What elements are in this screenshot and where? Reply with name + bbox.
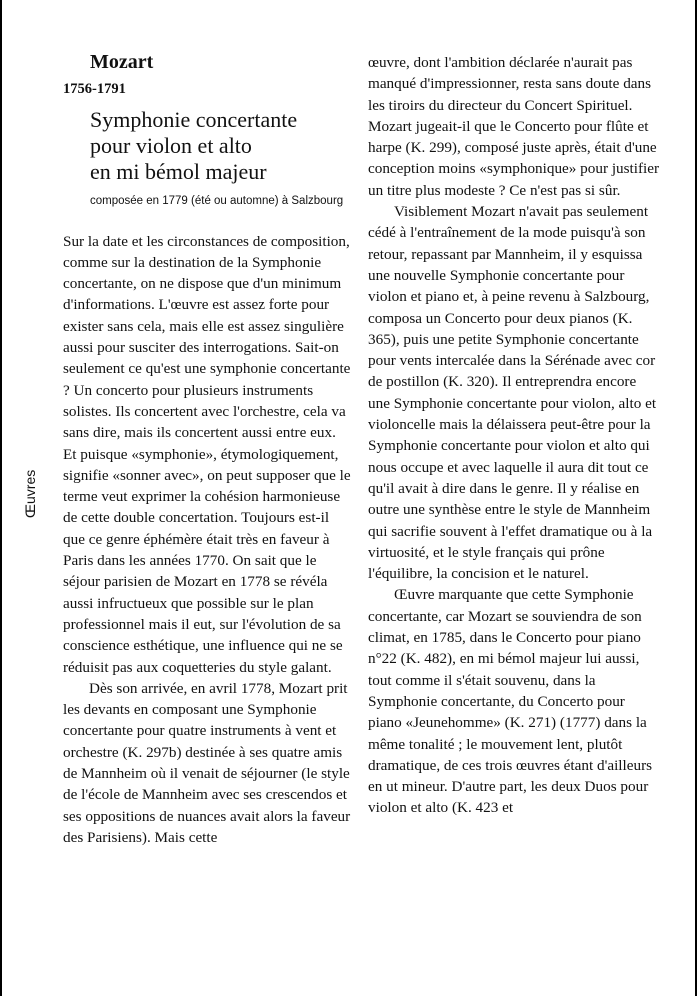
page-right-border — [695, 0, 697, 996]
left-column — [63, 52, 353, 848]
paragraph: Sur la date et les circonstances de composition, comme sur la destination de la Symphonie concertante, on ne dispose que d'un minimum d'informations. L'œuvre est assez forte pour exister sans cela, mais elle est assez singulière aussi pour susciter des interrogations. Sait-on seulement ce qu'est une symphonie concertante ? Un concerto pour plusieurs instruments solistes. Ils concertent avec l'orchestre, cela va sans dire, mais ils concertent aussi entre eux. Et puisque «symphonie», étymologiquement, signifie «sonner avec», on peut supposer que le terme veut exprimer la cohésion harmonieuse de cette double concertation. Toujours est-il que ce genre éphémère était très en faveur à Paris dans les années 1770. On sait que le séjour parisien de Mozart en 1778 se révéla aussi infructueux que possible sur le plan professionnel mais il eut, sur l'évolution de sa conscience esthétique, une influence qui ne se réduisit pas aux coquetteries du style galant. — [63, 232, 351, 676]
paragraph: Visiblement Mozart n'avait pas seulement cédé à l'entraînement de la mode puisqu'à son retour, repassant par Mannheim, il y esquissa une nouvelle Symphonie concertante pour violon et piano et, à peine revenu à Salzbourg, composa un Concerto pour deux pianos (K. 365), puis une petite Symphonie concertante pour vents intercalée dans la Sérénade avec cor de postillon (K. 320). Il entreprendra encore une Symphonie concertante pour violon, alto et violoncelle mais la délaissera peut-être pour la Symphonie concertante pour violon et alto qui nous occupe et avec laquelle il aura dit tout ce qu'il avait à dire dans le genre. Il y réalise en outre une synthèse entre le style de Mannheim qui sacrifie souvent à l'effet dramatique ou à la virtuosité, et le style français qui prône l'équilibre, la concision et le naturel. — [368, 203, 657, 583]
composer-name: Mozart — [90, 51, 154, 73]
paragraph: Œuvre marquante que cette Symphonie concertante, car Mozart se souviendra de son climat, en 1785, dans le Concerto pour piano n°22 (K. 482), en mi bémol majeur lui aussi, tout comme il s'était souvenu, dans la Symphonie concertante, du Concerto pour piano «Jeunehomme» (K. 271) (1777) dans la même tonalité ; le mouvement lent, plutôt dramatique, de ces trois œuvres étant d'ailleurs en ut mineur. D'autre part, les deux Duos pour violon et alto (K. 423 et — [368, 586, 653, 817]
composition-note: composée en 1779 (été ou automne) à Salzbourg — [90, 194, 344, 207]
work-title-line: en mi bémol majeur — [90, 158, 267, 184]
right-column — [368, 52, 660, 819]
paragraph: œuvre, dont l'ambition déclarée n'aurait pas manqué d'impressionner, resta sans doute dans les tiroirs du directeur du Concert Spirituel. Mozart jugeait-il que le Concerto pour flûte et harpe (K. 299), composé juste après, était d'une conception moins «symphonique» pour justifier un titre plus modeste ? Ce n'est pas si sûr. — [368, 54, 660, 199]
work-title-line: pour violon et alto — [90, 132, 252, 158]
paragraph: Dès son arrivée, en avril 1778, Mozart prit les devants en composant une Symphonie concertante pour quatre instruments à vent et orchestre (K. 297b) destinée à ses quatre amis de Mannheim où il venait de séjourner (le style de l'école de Mannheim avec ses crescendos et ses oppositions de nuances avait alors la faveur des Parisiens). Mais cette — [63, 679, 351, 846]
work-title-line: Symphonie concertante — [90, 106, 298, 132]
composer-years: 1756-1791 — [63, 81, 126, 98]
side-section-label: Œuvres — [22, 469, 38, 518]
work-title — [90, 107, 353, 185]
page-left-border — [0, 0, 2, 996]
